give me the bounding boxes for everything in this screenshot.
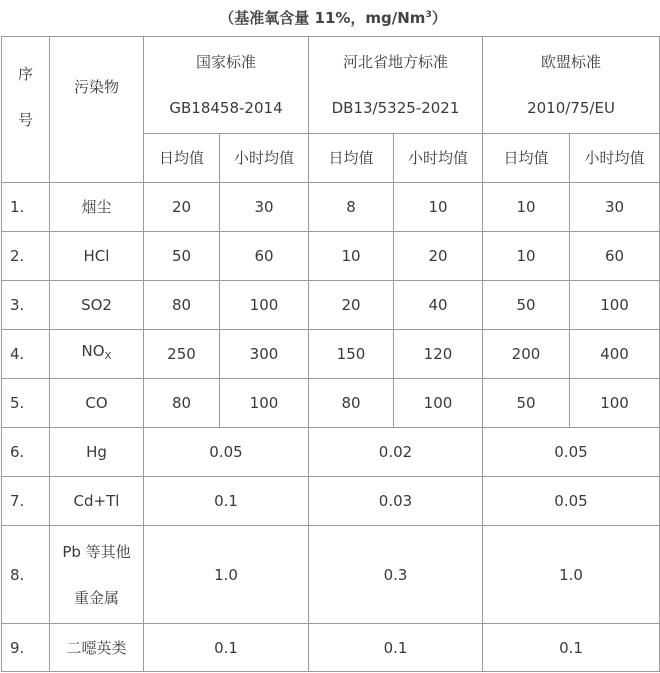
value-cell: 50 bbox=[483, 281, 570, 330]
value-cell: 8 bbox=[309, 183, 394, 232]
pollutant-line1: Pb 等其他 bbox=[62, 542, 131, 561]
header-hourly-national: 小时均值 bbox=[220, 134, 309, 183]
value-cell: 80 bbox=[309, 379, 394, 428]
header-hourly-eu: 小时均值 bbox=[570, 134, 660, 183]
header-daily-national: 日均值 bbox=[144, 134, 220, 183]
table-row bbox=[2, 379, 660, 428]
row-pollutant bbox=[50, 330, 144, 379]
value-cell: 0.1 bbox=[483, 624, 660, 672]
standard-name: 河北省地方标准 bbox=[342, 53, 448, 71]
value-cell: 400 bbox=[570, 330, 660, 379]
value-cell: 100 bbox=[394, 379, 483, 428]
row-index: 9. bbox=[2, 624, 50, 672]
value-cell: 0.05 bbox=[483, 477, 660, 526]
row-pollutant: Cd+Tl bbox=[50, 477, 144, 526]
row-pollutant: 二噁英类 bbox=[50, 624, 144, 672]
table-row bbox=[2, 526, 660, 624]
table-row bbox=[2, 477, 660, 526]
standard-code: GB18458-2014 bbox=[169, 99, 283, 117]
value-cell: 120 bbox=[394, 330, 483, 379]
header-index-cell bbox=[2, 37, 50, 183]
caption-prefix: （基准氧含量 11%，mg/Nm bbox=[219, 9, 426, 27]
value-cell: 200 bbox=[483, 330, 570, 379]
value-cell: 0.1 bbox=[144, 477, 309, 526]
value-cell: 30 bbox=[220, 183, 309, 232]
row-index: 4. bbox=[2, 330, 50, 379]
row-pollutant: CO bbox=[50, 379, 144, 428]
header-hourly-hebei: 小时均值 bbox=[394, 134, 483, 183]
row-pollutant: Hg bbox=[50, 428, 144, 477]
value-cell: 40 bbox=[394, 281, 483, 330]
standard-code: DB13/5325-2021 bbox=[331, 99, 460, 117]
header-standard-hebei bbox=[309, 37, 483, 134]
pollutant-line2: 重金属 bbox=[73, 588, 119, 607]
value-cell: 0.02 bbox=[309, 428, 483, 477]
header-daily-hebei: 日均值 bbox=[309, 134, 394, 183]
value-cell: 20 bbox=[394, 232, 483, 281]
value-cell: 10 bbox=[483, 232, 570, 281]
header-index-line1: 序 bbox=[17, 65, 33, 83]
value-cell: 0.1 bbox=[309, 624, 483, 672]
value-cell: 1.0 bbox=[483, 526, 660, 624]
value-cell: 30 bbox=[570, 183, 660, 232]
value-cell: 80 bbox=[144, 379, 220, 428]
value-cell: 20 bbox=[144, 183, 220, 232]
value-cell: 300 bbox=[220, 330, 309, 379]
value-cell: 0.03 bbox=[309, 477, 483, 526]
table-row bbox=[2, 183, 660, 232]
row-index: 3. bbox=[2, 281, 50, 330]
value-cell: 80 bbox=[144, 281, 220, 330]
value-cell: 100 bbox=[220, 379, 309, 428]
value-cell: 10 bbox=[309, 232, 394, 281]
table-caption bbox=[0, 0, 660, 36]
value-cell: 0.05 bbox=[483, 428, 660, 477]
row-pollutant: SO2 bbox=[50, 281, 144, 330]
value-cell: 100 bbox=[220, 281, 309, 330]
table-row bbox=[2, 624, 660, 672]
value-cell: 0.05 bbox=[144, 428, 309, 477]
value-cell: 20 bbox=[309, 281, 394, 330]
value-cell: 150 bbox=[309, 330, 394, 379]
value-cell: 10 bbox=[483, 183, 570, 232]
row-index: 2. bbox=[2, 232, 50, 281]
standard-code: 2010/75/EU bbox=[527, 99, 615, 117]
table-row bbox=[2, 281, 660, 330]
standard-name: 国家标准 bbox=[195, 53, 256, 71]
header-daily-eu: 日均值 bbox=[483, 134, 570, 183]
header-standard-eu bbox=[483, 37, 660, 134]
row-index: 8. bbox=[2, 526, 50, 624]
caption-superscript: 3 bbox=[425, 10, 432, 20]
row-index: 1. bbox=[2, 183, 50, 232]
standard-name: 欧盟标准 bbox=[541, 53, 602, 71]
table-row bbox=[2, 428, 660, 477]
value-cell: 100 bbox=[570, 379, 660, 428]
value-cell: 100 bbox=[570, 281, 660, 330]
value-cell: 50 bbox=[483, 379, 570, 428]
value-cell: 0.1 bbox=[144, 624, 309, 672]
pollutant-subscript: X bbox=[104, 351, 112, 362]
header-index-line2: 号 bbox=[17, 111, 33, 129]
value-cell: 50 bbox=[144, 232, 220, 281]
row-index: 6. bbox=[2, 428, 50, 477]
header-row-standards bbox=[2, 37, 660, 134]
emission-standards-table bbox=[1, 36, 660, 672]
row-pollutant: HCl bbox=[50, 232, 144, 281]
caption-suffix: ） bbox=[431, 9, 447, 27]
row-index: 7. bbox=[2, 477, 50, 526]
table-row bbox=[2, 232, 660, 281]
pollutant-main: NO bbox=[81, 342, 105, 360]
value-cell: 10 bbox=[394, 183, 483, 232]
value-cell: 1.0 bbox=[144, 526, 309, 624]
row-pollutant: 烟尘 bbox=[50, 183, 144, 232]
table-row bbox=[2, 330, 660, 379]
value-cell: 60 bbox=[220, 232, 309, 281]
value-cell: 250 bbox=[144, 330, 220, 379]
row-pollutant bbox=[50, 526, 144, 624]
value-cell: 60 bbox=[570, 232, 660, 281]
row-index: 5. bbox=[2, 379, 50, 428]
header-pollutant-cell: 污染物 bbox=[50, 37, 144, 183]
header-standard-national bbox=[144, 37, 309, 134]
value-cell: 0.3 bbox=[309, 526, 483, 624]
